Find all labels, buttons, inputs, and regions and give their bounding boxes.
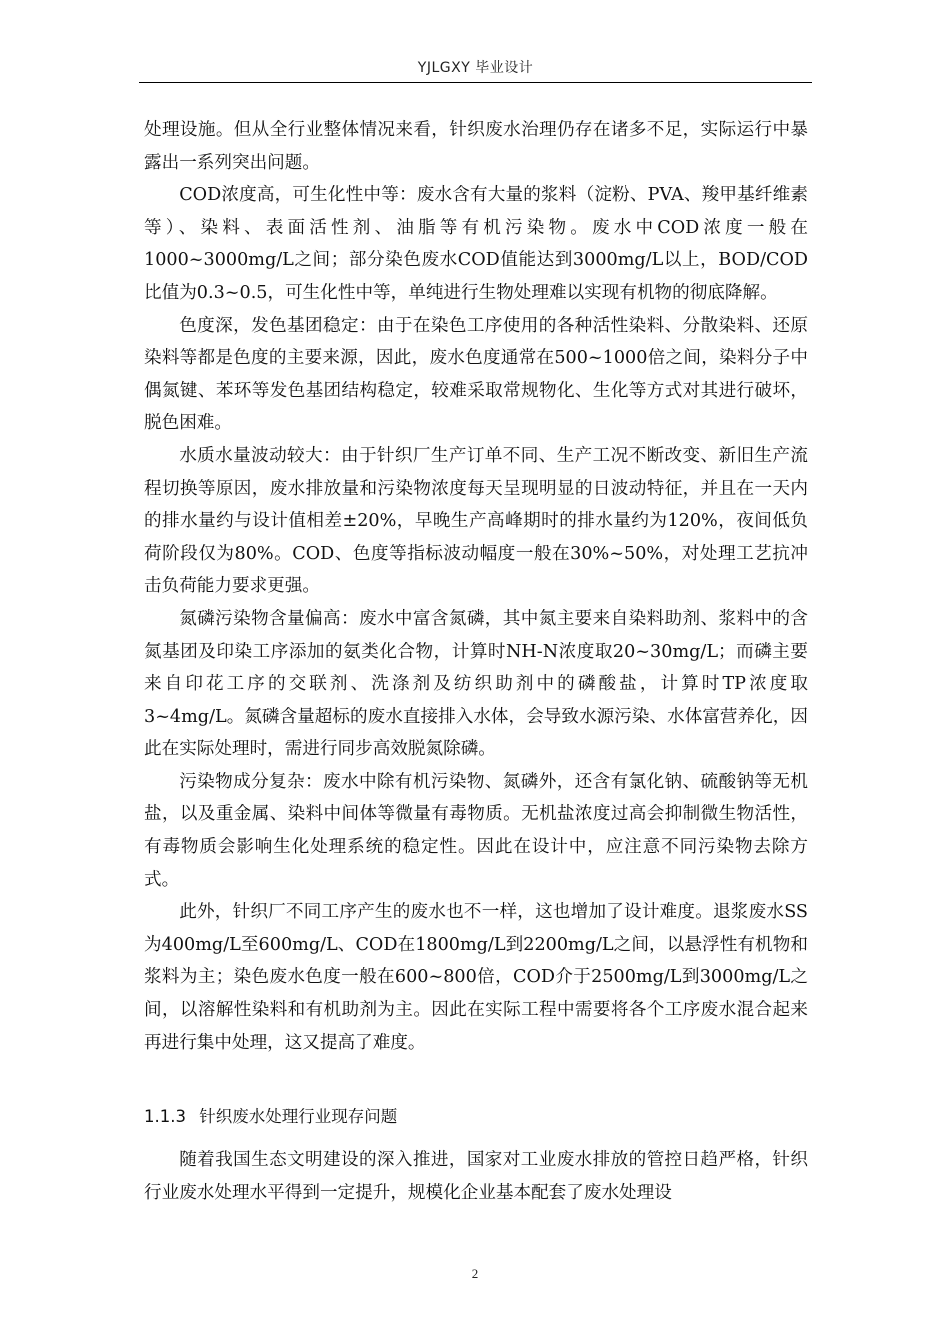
page-number: 2	[471, 1266, 479, 1281]
section-title: 针织废水处理行业现存问题	[199, 1107, 398, 1126]
paragraph-continuation: 处理设施。但从全行业整体情况来看，针织废水治理仍存在诸多不足，实际运行中暴露出一系列突出问题。	[144, 120, 808, 173]
paragraph-process-differences: 此外，针织厂不同工序产生的废水也不一样，这也增加了设计难度。退浆废水SS为400mg/L至600mg/L、COD在1800mg/L到2200mg/L之间，以悬浮性有机物和浆料为主；染色废水色度一般在600~800倍，COD介于2500mg/L到3000mg/L之间，以溶解性染料和有机助剂为主。因此在实际工程中需要将各个工序废水混合起来再进行集中处理，这又提高了难度。	[144, 902, 808, 1053]
paragraph-nitrogen-phosphorus: 氮磷污染物含量偏高：废水中富含氮磷，其中氮主要来自染料助剂、浆料中的含氮基团及印染工序添加的氨类化合物，计算时NH-N浓度取20~30mg/L；而磷主要来自印花工序的交联剂、洗涤剂及纺织助剂中的磷酸盐，计算时TP浓度取3~4mg/L。氮磷含量超标的废水直接排入水体，会导致水源污染、水体富营养化，因此在实际处理时，需进行同步高效脱氮除磷。	[144, 608, 808, 760]
section-number: 1.1.3	[144, 1107, 186, 1126]
paragraph-complex-pollutants: 污染物成分复杂：废水中除有机污染物、氮磷外，还含有氯化钠、硫酸钠等无机盐，以及重金属、染料中间体等微量有毒物质。无机盐浓度过高会抑制微生物活性，有毒物质会影响生化处理系统的稳定性。因此在设计中，应注意不同污染物去除方式。	[144, 771, 808, 890]
page-header	[139, 56, 812, 83]
paragraph-section-intro: 随着我国生态文明建设的深入推进，国家对工业废水排放的管控日趋严格，针织行业废水处理水平得到一定提升，规模化企业基本配套了废水处理设	[144, 1150, 808, 1203]
section-body-text	[144, 1144, 808, 1209]
paragraph-water-fluctuation: 水质水量波动较大：由于针织厂生产订单不同、生产工况不断改变、新旧生产流程切换等原因，废水排放量和污染物浓度每天呈现明显的日波动特征，并且在一天内的排水量约与设计值相差±20%，早晚生产高峰期时的排水量约为120%，夜间低负荷阶段仅为80%。COD、色度等指标波动幅度一般在30%~50%，对处理工艺抗冲击负荷能力要求更强。	[144, 445, 808, 597]
main-body-text	[144, 114, 808, 1059]
section-heading	[144, 1105, 397, 1129]
header-title: YJLGXY 毕业设计	[417, 60, 534, 76]
paragraph-cod: COD浓度高，可生化性中等：废水含有大量的浆料（淀粉、PVA、羧甲基纤维素等）、染料、表面活性剂、油脂等有机污染物。废水中COD浓度一般在1000~3000mg/L之间；部分染色废水COD值能达到3000mg/L以上，BOD/COD比值为0.3~0.5，可生化性中等，单纯进行生物处理难以实现有机物的彻底降解。	[144, 185, 808, 303]
paragraph-color: 色度深，发色基团稳定：由于在染色工序使用的各种活性染料、分散染料、还原染料等都是色度的主要来源，因此，废水色度通常在500~1000倍之间，染料分子中偶氮键、苯环等发色基团结构稳定，较难采取常规物化、生化等方式对其进行破坏，脱色困难。	[144, 315, 808, 434]
